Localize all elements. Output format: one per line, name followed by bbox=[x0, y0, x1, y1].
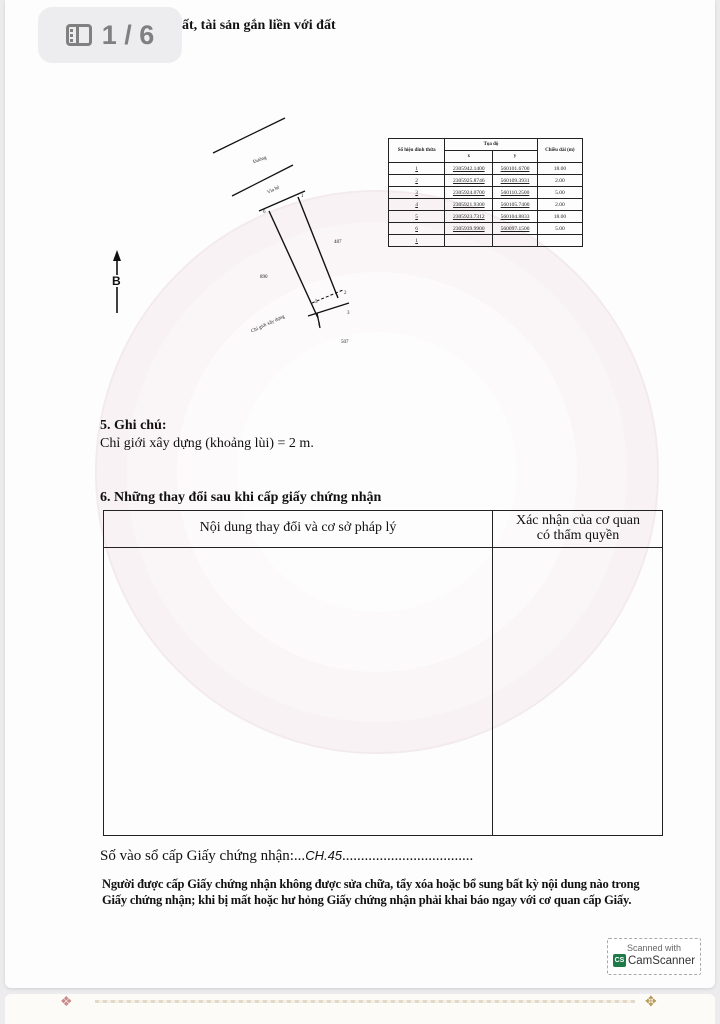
y-cell: 560097.1500 bbox=[493, 223, 537, 235]
changes-table bbox=[103, 510, 663, 836]
header-coords: Tọa độ bbox=[445, 139, 537, 151]
x-cell: 2305923.7312 bbox=[445, 211, 493, 223]
document-page-2-preview[interactable] bbox=[5, 994, 715, 1024]
thumbnails-sidebar-icon[interactable] bbox=[66, 24, 92, 46]
y-cell: 560109.3931 bbox=[493, 175, 537, 187]
table-row bbox=[389, 199, 583, 211]
ornament-icon: ❖ bbox=[60, 995, 73, 1010]
length-cell: 5.00 bbox=[537, 223, 582, 235]
vertex-cell: 4 bbox=[389, 199, 445, 211]
camscanner-logo-icon: CS bbox=[613, 954, 626, 967]
length-cell: 18.00 bbox=[537, 211, 582, 223]
length-cell: 2.00 bbox=[537, 175, 582, 187]
north-label: B bbox=[112, 274, 121, 288]
header-y: y bbox=[493, 151, 537, 163]
coordinate-table bbox=[388, 138, 583, 247]
vertex-cell: 2 bbox=[389, 175, 445, 187]
vertex-1: 1 bbox=[301, 194, 304, 199]
x-cell bbox=[445, 235, 493, 247]
ornament-icon: ✥ bbox=[645, 995, 657, 1010]
neighbor-parcel-487: 487 bbox=[334, 240, 342, 245]
y-cell: 560104.8833 bbox=[493, 211, 537, 223]
x-cell: 2305939.9900 bbox=[445, 223, 493, 235]
vertex-6: 6 bbox=[263, 210, 266, 215]
confirmation-line-1: Xác nhận của cơ quan bbox=[515, 513, 640, 528]
vertex-cell: 6 bbox=[389, 223, 445, 235]
sidewalk-label: Vỉa hè bbox=[266, 185, 281, 196]
table-row bbox=[389, 163, 583, 175]
document-page-1 bbox=[5, 0, 715, 988]
table-row bbox=[389, 175, 583, 187]
vertex-5: 5 bbox=[315, 300, 318, 305]
x-cell: 2305942.1400 bbox=[445, 163, 493, 175]
changes-title: 6. Những thay đổi sau khi cấp giấy chứng nhận bbox=[100, 490, 382, 505]
length-cell bbox=[537, 235, 582, 247]
header-x: x bbox=[445, 151, 493, 163]
changes-col-content: Nội dung thay đổi và cơ sở pháp lý bbox=[199, 520, 397, 535]
registry-value: CH.45 bbox=[305, 848, 343, 863]
warning-text: Người được cấp Giấy chứng nhận không được sửa chữa, tẩy xóa hoặc bổ sung bất kỳ nội dung nào trong Giấy chứng nhận; khi bị mất hoặc hư hỏng Giấy chứng nhận phải khai báo ngay với cơ quan cấp Giấy. bbox=[102, 877, 640, 907]
y-cell bbox=[493, 235, 537, 247]
x-cell: 2305924.0700 bbox=[445, 187, 493, 199]
road-label: Đường bbox=[252, 155, 268, 166]
vertex-2: 2 bbox=[344, 291, 347, 296]
y-cell: 560101.6700 bbox=[493, 163, 537, 175]
header-vertex: Số hiệu đỉnh thửa bbox=[389, 139, 445, 163]
table-row bbox=[389, 223, 583, 235]
registry-dots: ................................... bbox=[342, 848, 474, 864]
neighbor-parcel-507: 507 bbox=[341, 340, 349, 345]
registry-number bbox=[100, 848, 473, 865]
table-row bbox=[389, 187, 583, 199]
neighbor-parcel-890: 890 bbox=[260, 275, 268, 280]
vertex-4: 4 bbox=[318, 323, 321, 328]
notes-title: 5. Ghi chú: bbox=[100, 418, 167, 433]
header-length: Chiều dài (m) bbox=[537, 139, 582, 163]
length-cell: 2.00 bbox=[537, 199, 582, 211]
y-cell: 560105.7400 bbox=[493, 199, 537, 211]
x-cell: 2305925.8746 bbox=[445, 175, 493, 187]
notes-body: Chỉ giới xây dựng (khoảng lùi) = 2 m. bbox=[100, 436, 314, 451]
confirmation-line-2: có thẩm quyền bbox=[536, 528, 620, 543]
table-row bbox=[389, 211, 583, 223]
x-cell: 2305921.9300 bbox=[445, 199, 493, 211]
vertex-cell: 3 bbox=[389, 187, 445, 199]
page-count: 1 / 6 bbox=[101, 19, 155, 50]
table-row bbox=[389, 235, 583, 247]
length-cell: 5.00 bbox=[537, 187, 582, 199]
document-heading: ất, tài sản gắn liền với đất bbox=[182, 18, 336, 33]
vertex-cell: 1 bbox=[389, 235, 445, 247]
vertex-cell: 5 bbox=[389, 211, 445, 223]
y-cell: 560110.2500 bbox=[493, 187, 537, 199]
camscanner-badge bbox=[607, 938, 701, 975]
setback-label: Chỉ giới xây dựng bbox=[250, 314, 286, 335]
changes-col-confirmation bbox=[494, 513, 662, 543]
length-cell: 18.00 bbox=[537, 163, 582, 175]
parcel-sketch bbox=[95, 110, 385, 360]
registry-label: Số vào sổ cấp Giấy chứng nhận:... bbox=[100, 848, 306, 864]
vertex-cell: 1 bbox=[389, 163, 445, 175]
camscanner-brand: CamScanner bbox=[627, 954, 696, 967]
vertex-3: 3 bbox=[347, 311, 350, 316]
camscanner-caption: Scanned with bbox=[626, 943, 682, 953]
page-indicator[interactable] bbox=[38, 7, 182, 63]
